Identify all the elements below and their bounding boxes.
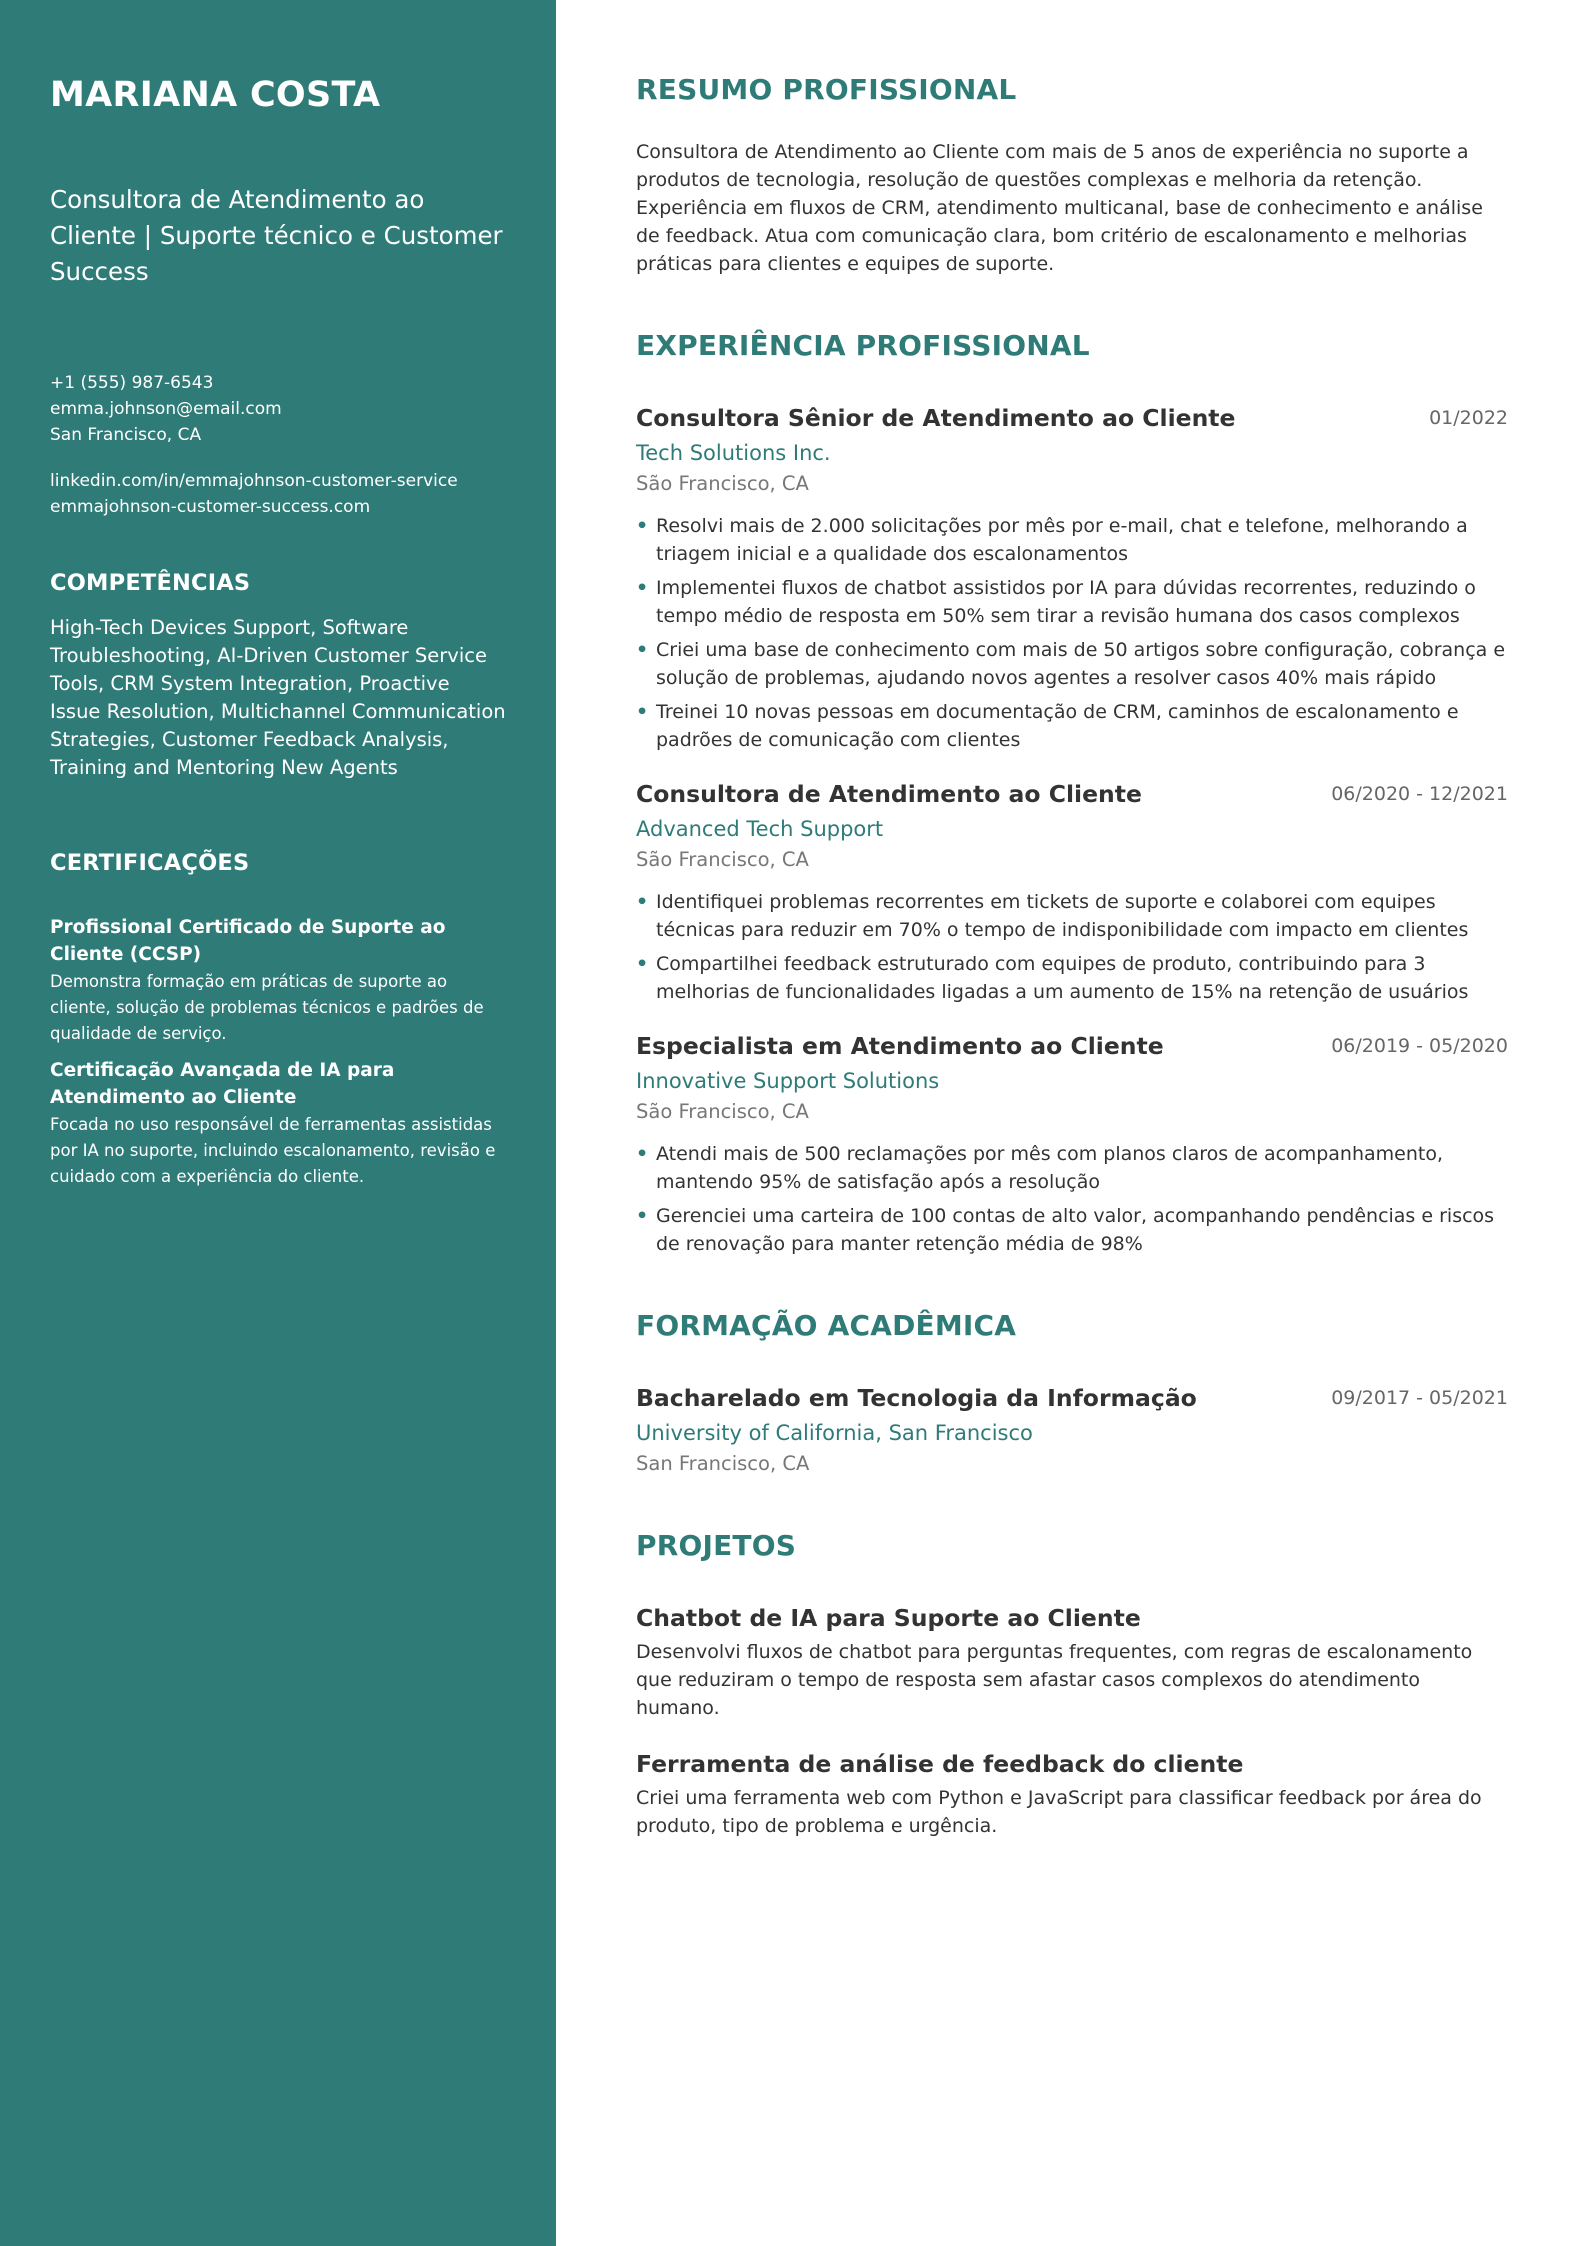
project-title: Chatbot de IA para Suporte ao Cliente <box>636 1604 1141 1632</box>
school-location: San Francisco, CA <box>636 1452 810 1475</box>
project-title: Ferramenta de análise de feedback do cliente <box>636 1750 1244 1778</box>
summary-section <box>636 72 1508 278</box>
skills-heading: COMPETÊNCIAS <box>50 570 251 596</box>
experience-heading: EXPERIÊNCIA PROFISSIONAL <box>636 329 1090 362</box>
projects-heading: PROJETOS <box>636 1529 797 1562</box>
bullet-item <box>636 888 1508 944</box>
job-entry <box>636 778 1508 1006</box>
project-item <box>636 1748 1508 1840</box>
candidate-name: MARIANA COSTA <box>50 75 381 115</box>
bullet-icon: • <box>636 953 649 975</box>
education-date: 09/2017 - 05/2021 <box>1331 1387 1508 1409</box>
certification-item <box>50 914 506 1047</box>
project-item <box>636 1602 1508 1722</box>
bullet-icon: • <box>636 515 649 537</box>
certification-desc: Demonstra formação em práticas de suporte ao cliente, solução de problemas técnicos e padrões de qualidade de serviço. <box>50 972 484 1043</box>
education-section <box>636 1308 1508 1478</box>
job-title: Especialista em Atendimento ao Cliente <box>636 1032 1164 1060</box>
job-bullets <box>636 512 1508 754</box>
bullet-text: Gerenciei uma carteira de 100 contas de alto valor, acompanhando pendências e riscos de renovação para manter retenção média de 98% <box>656 1205 1495 1255</box>
job-bullets <box>636 888 1508 1006</box>
job-company: Advanced Tech Support <box>636 817 884 841</box>
bullet-icon: • <box>636 577 649 599</box>
degree-title: Bacharelado em Tecnologia da Informação <box>636 1384 1197 1412</box>
bullet-icon: • <box>636 891 649 913</box>
job-title: Consultora Sênior de Atendimento ao Cliente <box>636 404 1236 432</box>
skills-text: High-Tech Devices Support, Software Troubleshooting, AI-Driven Customer Service Tools, CRM System Integration, Proactive Issue Resolution, Multichannel Communication Strategies, Customer Feedback Analysis, Training and Mentoring New Agents <box>50 616 506 779</box>
job-company: Tech Solutions Inc. <box>636 441 831 465</box>
bullet-icon: • <box>636 639 649 661</box>
bullet-text: Criei uma base de conhecimento com mais de 50 artigos sobre configuração, cobrança e solução de problemas, ajudando novos agentes a resolver casos 40% mais rápido <box>656 639 1506 689</box>
bullet-text: Resolvi mais de 2.000 solicitações por mês por e-mail, chat e telefone, melhorando a triagem inicial e a qualidade dos escalonamentos <box>656 515 1468 565</box>
headline: Consultora de Atendimento ao Cliente | Suporte técnico e Customer Success <box>50 185 503 286</box>
certifications-heading: CERTIFICAÇÕES <box>50 850 250 876</box>
bullet-item <box>636 574 1508 630</box>
summary-heading: RESUMO PROFISSIONAL <box>636 73 1017 106</box>
certifications-section <box>50 848 506 1190</box>
certification-item <box>50 1057 506 1190</box>
skills-section <box>50 568 506 782</box>
sidebar <box>0 0 556 2246</box>
bullet-item <box>636 512 1508 568</box>
project-desc: Desenvolvi fluxos de chatbot para perguntas frequentes, com regras de escalonamento que reduziram o tempo de resposta sem afastar casos complexos do atendimento humano. <box>636 1641 1473 1719</box>
bullet-item <box>636 636 1508 692</box>
contact-info <box>50 370 506 520</box>
main-content <box>636 72 1508 1840</box>
job-title: Consultora de Atendimento ao Cliente <box>636 780 1142 808</box>
job-location: São Francisco, CA <box>636 472 809 495</box>
job-location: São Francisco, CA <box>636 848 809 871</box>
linkedin-link[interactable]: linkedin.com/in/emmajohnson-customer-service <box>50 471 458 491</box>
location: San Francisco, CA <box>50 425 202 445</box>
bullet-icon: • <box>636 1143 649 1165</box>
website-link[interactable]: emmajohnson-customer-success.com <box>50 497 371 517</box>
job-bullets <box>636 1140 1508 1258</box>
summary-text: Consultora de Atendimento ao Cliente com mais de 5 anos de experiência no suporte a produtos de tecnologia, resolução de questões complexas e melhoria da retenção. Experiência em fluxos de CRM, atendimento multicanal, base de conhecimento e análise de feedback. Atua com comunicação clara, bom critério de escalonamento e melhorias práticas para clientes e equipes de suporte. <box>636 141 1483 275</box>
job-date: 06/2019 - 05/2020 <box>1331 1035 1508 1057</box>
job-entry <box>636 402 1508 754</box>
education-entry <box>636 1382 1508 1478</box>
bullet-item <box>636 698 1508 754</box>
job-location: São Francisco, CA <box>636 1100 809 1123</box>
bullet-text: Compartilhei feedback estruturado com equipes de produto, contribuindo para 3 melhorias de funcionalidades ligadas a um aumento de 15% na retenção de usuários <box>656 953 1469 1003</box>
job-date: 06/2020 - 12/2021 <box>1331 783 1508 805</box>
email-link[interactable]: emma.johnson@email.com <box>50 399 282 419</box>
bullet-icon: • <box>636 1205 649 1227</box>
bullet-text: Identifiquei problemas recorrentes em tickets de suporte e colaborei com equipes técnicas para reduzir em 70% o tempo de indisponibilidade com impacto em clientes <box>656 891 1469 941</box>
bullet-icon: • <box>636 701 649 723</box>
certification-desc: Focada no uso responsável de ferramentas assistidas por IA no suporte, incluindo escalonamento, revisão e cuidado com a experiência do cliente. <box>50 1115 496 1186</box>
certification-title: Certificação Avançada de IA para Atendimento ao Cliente <box>50 1060 395 1108</box>
education-heading: FORMAÇÃO ACADÊMICA <box>636 1309 1017 1342</box>
bullet-item <box>636 1202 1508 1258</box>
project-desc: Criei uma ferramenta web com Python e JavaScript para classificar feedback por área do produto, tipo de problema e urgência. <box>636 1787 1482 1837</box>
school-name: University of California, San Francisco <box>636 1421 1033 1445</box>
bullet-text: Implementei fluxos de chatbot assistidos por IA para dúvidas recorrentes, reduzindo o tempo médio de resposta em 50% sem tirar a revisão humana dos casos complexos <box>656 577 1476 627</box>
job-entry <box>636 1030 1508 1258</box>
bullet-text: Treinei 10 novas pessoas em documentação de CRM, caminhos de escalonamento e padrões de comunicação com clientes <box>656 701 1459 751</box>
job-date: 01/2022 <box>1429 407 1508 429</box>
bullet-item <box>636 1140 1508 1196</box>
bullet-item <box>636 950 1508 1006</box>
projects-section <box>636 1528 1508 1840</box>
certification-title: Profissional Certificado de Suporte ao Cliente (CCSP) <box>50 917 446 965</box>
job-company: Innovative Support Solutions <box>636 1069 940 1093</box>
phone: +1 (555) 987-6543 <box>50 373 214 393</box>
bullet-text: Atendi mais de 500 reclamações por mês com planos claros de acompanhamento, mantendo 95% de satisfação após a resolução <box>656 1143 1443 1193</box>
experience-section <box>636 328 1508 1258</box>
